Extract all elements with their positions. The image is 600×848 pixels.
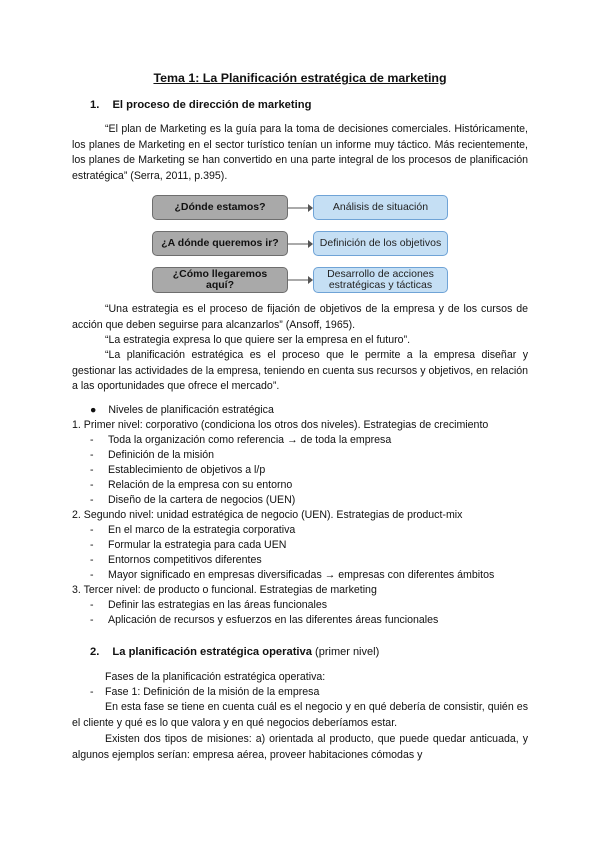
arrow-icon [288,203,313,213]
list-item: Aplicación de recursos y esfuerzos en las diferentes áreas funcionales [108,614,439,626]
list-item: Toda la organización como referencia → de toda la empresa [108,434,392,446]
dash-icon: - [90,614,94,626]
diagram-question-1: ¿Dónde estamos? [152,195,288,220]
section2-heading [90,646,379,658]
page-title: Tema 1: La Planificación estratégica de marketing [153,71,447,85]
diagram-question-3: ¿Cómo llegaremos aquí? [152,267,288,293]
arrow-icon [288,275,313,285]
phase1-text: En esta fase se tiene en cuenta cuál es el negocio y en qué debería de consistir, quién es el cliente y qué es lo que valora y en qué negocios deberíamos estar. [72,701,528,729]
list-item: Definición de la misión [108,449,214,461]
level-1-label: 1. Primer nivel: corporativo (condiciona los otros dos niveles). Estrategias de crecimiento [72,419,489,431]
dash-icon: - [90,539,94,551]
bullet-icon: ● [90,404,97,416]
arrow-icon [288,239,313,249]
quote-planning: “La planificación estratégica es el proceso que le permite a la empresa diseñar y gestionar las actividades de la empresa, teniendo en cuenta sus recursos y objetivos, en relación a las oportunidades que ofrece el mercado”. [72,349,528,392]
level-2-label: 2. Segundo nivel: unidad estratégica de negocio (UEN). Estrategias de product-mix [72,509,463,521]
quote-ansoff: “Una estrategia es el proceso de fijación de objetivos de la empresa y de los cursos de acción que deben seguirse para alcanzarlos” (Ansoff, 1965). [72,303,528,331]
dash-icon: - [90,449,94,461]
phases-intro: Fases de la planificación estratégica operativa: [105,671,326,683]
dash-icon: - [90,464,94,476]
dash-icon: - [90,434,94,446]
list-item: En el marco de la estrategia corporativa [108,524,296,536]
section2-number: 2. [90,646,100,658]
section2-suffix: (primer nivel) [312,646,380,658]
dash-icon: - [90,569,94,581]
diagram-answer-2: Definición de los objetivos [313,231,448,256]
list-item: Formular la estrategia para cada UEN [108,539,287,551]
diagram-answer-3: Desarrollo de acciones estratégicas y tácticas [313,267,448,293]
list-item: Mayor significado en empresas diversificadas → empresas con diferentes ámbitos [108,569,495,581]
dash-icon: - [90,494,94,506]
diagram-answer-1: Análisis de situación [313,195,448,220]
quote-strategy: “La estrategia expresa lo que quiere ser la empresa en el futuro”. [105,334,411,346]
list-item: Relación de la empresa con su entorno [108,479,293,491]
section2-title: La planificación estratégica operativa [112,646,312,658]
dash-icon: - [90,554,94,566]
list-item: Entornos competitivos diferentes [108,554,262,566]
levels-bullet: ● Niveles de planificación estratégica [90,404,274,416]
section1-title: El proceso de dirección de marketing [112,99,312,111]
list-item: Diseño de la cartera de negocios (UEN) [108,494,296,506]
list-item: Establecimiento de objetivos a l/p [108,464,266,476]
dash-icon: - [90,599,94,611]
list-item: Definir las estrategias en las áreas funcionales [108,599,328,611]
missions-text: Existen dos tipos de misiones: a) orientada al producto, que puede quedar anticuada, y algunos ejemplos serían: empresa aérea, proveer habitaciones cómodas y [72,733,528,761]
quote-serra: “El plan de Marketing es la guía para la toma de decisiones comerciales. Históricamente, los planes de Marketing en el sector turístico tenían un informe muy táctico. Más recientemente, los planes de Marketing se han convertido en una parte integral de los procesos de planificación estratégica” (Serra, 2011, p.395). [72,123,528,182]
section1-number: 1. [90,99,100,111]
dash-icon: - [90,686,94,698]
phase-1: Fase 1: Definición de la misión de la empresa [105,686,320,698]
dash-icon: - [90,524,94,536]
section1-heading [90,99,311,111]
dash-icon: - [90,479,94,491]
diagram-question-2: ¿A dónde queremos ir? [152,231,288,256]
level-3-label: 3. Tercer nivel: de producto o funcional. Estrategias de marketing [72,584,377,596]
